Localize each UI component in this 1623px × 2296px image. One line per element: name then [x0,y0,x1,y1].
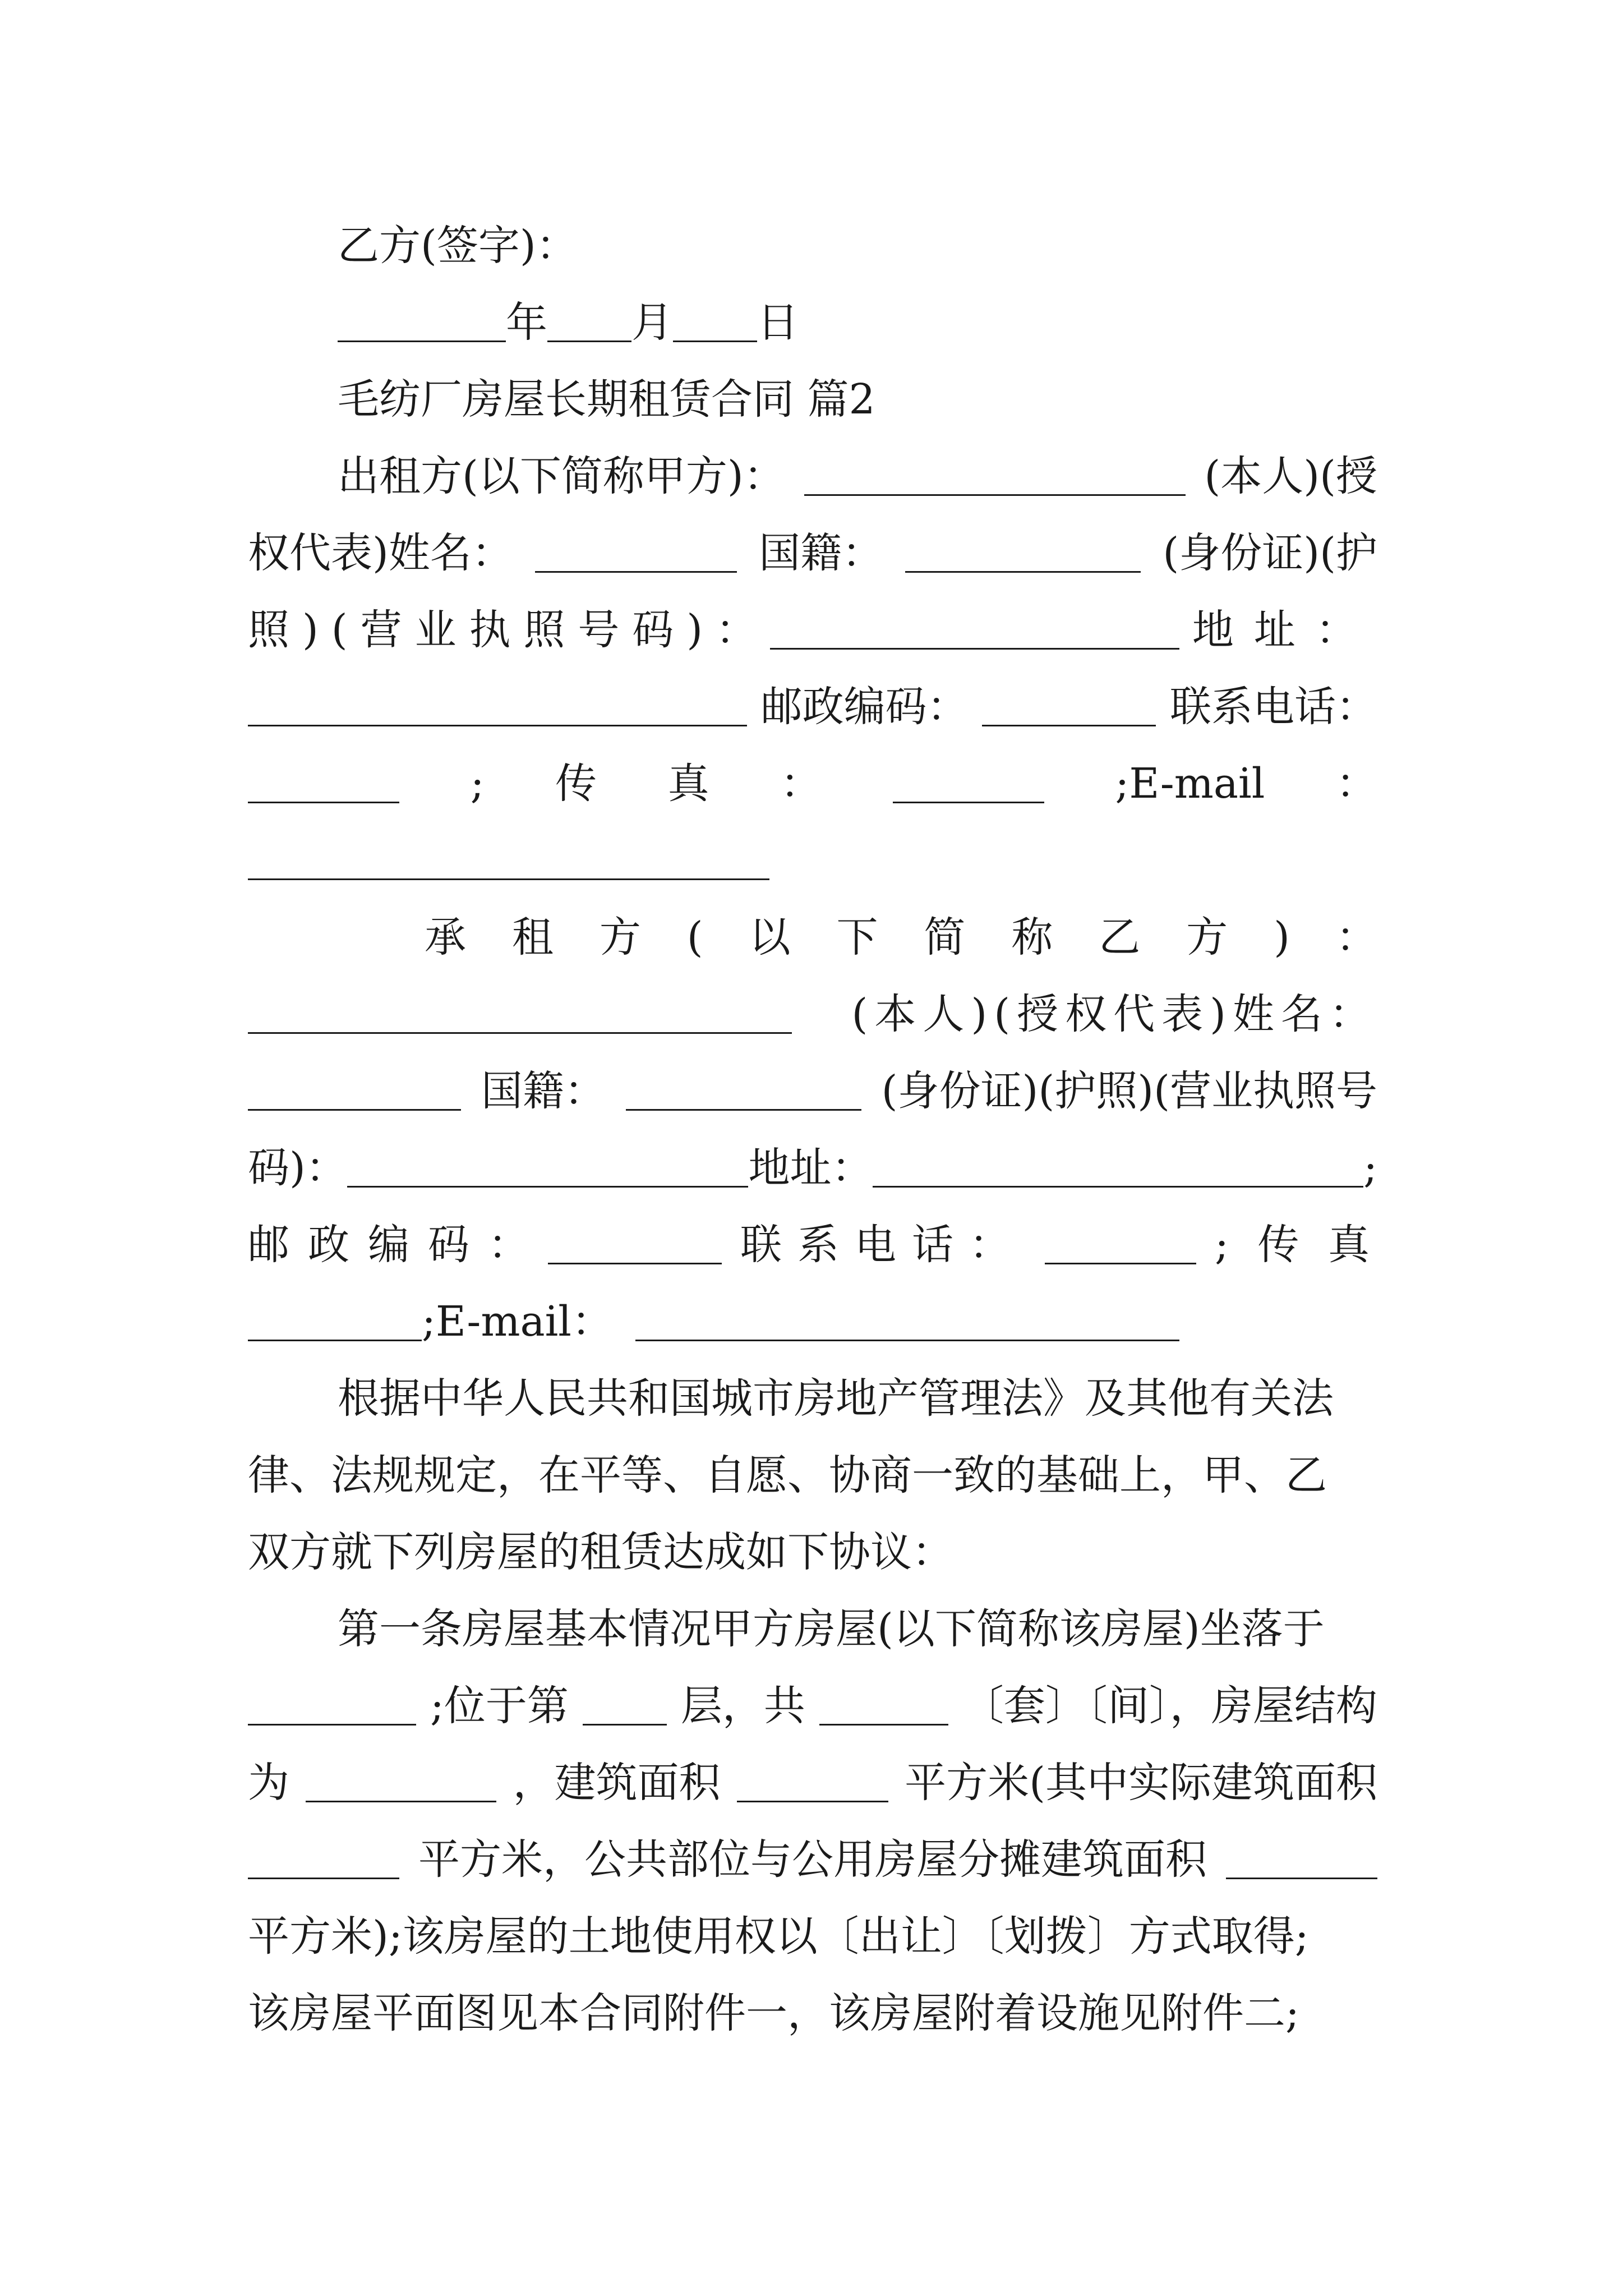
char: 租 [511,913,554,961]
lessor-postal-blank [982,725,1156,726]
lessee-phone-blank [1045,1263,1196,1264]
char: 真 [667,760,709,808]
para1-line-1 [248,1360,1377,1437]
char: 以 [749,913,791,961]
article-text: ，建筑面积 [513,1759,721,1807]
lessee-line-2 [248,976,1377,1053]
char: 政 [308,1221,349,1269]
char: 执 [469,606,511,654]
paragraph-text: 双方就下列房屋的租赁达成如下协议： [248,1528,953,1576]
lessor-postal-label: 邮政编码： [760,683,969,731]
lessee-rep-name-blank [248,1109,461,1111]
lessee-license-label: 码)： [248,1144,347,1192]
lessee-email-label: ;E-mail： [422,1297,613,1346]
para1-line-2 [248,1437,1377,1514]
lessor-line-2 [248,515,1377,592]
lessor-line-4 [248,669,1377,746]
lessee-nationality-label: 国籍： [481,1067,606,1115]
char: 乙 [1099,913,1141,961]
char: ) [302,606,319,654]
shared-area-blank [1226,1878,1377,1879]
month-label: 月 [631,298,673,347]
lessor-fax-blank [893,802,1044,803]
char: ： [780,760,822,808]
signature-line-b [248,208,1377,284]
section-title [248,361,1377,438]
article-text: 〔套〕〔间〕，房屋结构 [962,1682,1377,1730]
floor-blank [583,1724,667,1726]
signature-label-b: 乙方(签字)： [338,222,578,270]
char: ) [686,606,703,654]
char: 码 [632,606,674,654]
article-text: 第一条房屋基本情况甲方房屋(以下简称该房屋)坐落于 [338,1605,1325,1653]
lessor-email-label: ;E-mail [1115,760,1265,808]
lessee-fax-blank [248,1340,422,1341]
char: 方 [1186,913,1228,961]
article-text: 为 [248,1759,289,1807]
lessee-fax-label: ; 传 真 [1215,1221,1377,1269]
char: 传 [555,760,597,808]
lessor-line-3 [248,592,1377,669]
article-text: 平方米，公共部位与公用房屋分摊建筑面积 [418,1835,1207,1884]
article1-line-4 [248,1821,1377,1898]
article1-line-6 [248,1975,1377,2052]
lessor-address-blank [248,725,747,726]
lessor-email-blank [248,878,769,880]
article-text: 层，共 [680,1682,805,1730]
char: 称 [1011,913,1053,961]
lessee-postal-blank [548,1263,722,1264]
lessee-phone-label: 联系电话： [740,1221,1026,1269]
article-text: ;位于第 [430,1682,569,1730]
para1-line-3 [248,1514,1377,1591]
semicolon: ; [1363,1144,1377,1192]
article1-line-1 [248,1591,1377,1668]
lessee-address-label: 地址： [748,1144,873,1192]
section-title-text: 毛纺厂房屋长期租赁合同 篇2 [338,375,875,424]
colon: ： [1335,760,1377,808]
lessor-address-label: 地址： [1192,606,1377,654]
char: 邮 [248,1221,289,1269]
year-blank [338,341,506,342]
day-blank [673,341,757,342]
article-text: 该房屋平面图见本合同附件一，该房屋附着设施见附件二; [248,1989,1299,2037]
lessee-line-6 [248,1283,1377,1360]
char: ： [716,606,757,654]
lessee-line-1 [248,899,1377,976]
day-label: 日 [757,298,799,347]
lessor-name-blank [804,494,1186,496]
lessee-line-5 [248,1207,1377,1283]
char: 号 [578,606,620,654]
char: 编 [368,1221,409,1269]
article1-line-5 [248,1898,1377,1975]
char: 方 [599,913,641,961]
lessor-representative-label: 权代表)姓名： [248,529,513,577]
month-blank [547,341,631,342]
char: 营 [360,606,402,654]
lessee-id-label: (身份证)(护照)(营业执照号 [881,1067,1377,1115]
char: 承 [425,913,466,961]
lessee-address-blank [873,1186,1363,1188]
location-blank [248,1724,416,1726]
lessor-line-5 [248,746,1377,822]
paragraph-text: 律、法规规定，在平等、自愿、协商一致的基础上，甲、乙 [248,1451,1327,1499]
lessor-line-1-tail: (本人)(授 [1204,452,1377,500]
date-line [248,284,1377,361]
document-page [248,208,1377,2052]
lessor-license-blank [770,648,1179,650]
paragraph-text: 根据中华人民共和国城市房地产管理法》及其他有关法 [338,1374,1334,1423]
char: ( [686,913,703,961]
lessor-nationality-label: 国籍： [759,529,884,577]
lessee-line-3 [248,1053,1377,1130]
char: ) [1274,913,1290,961]
char: 简 [924,913,966,961]
article1-line-3 [248,1745,1377,1821]
actual-area-blank [248,1878,399,1879]
units-blank [819,1724,948,1726]
char: 下 [836,913,878,961]
lessee-email-blank [635,1340,1179,1341]
year-label: 年 [506,298,547,347]
lessee-name-blank [248,1032,792,1034]
char: 码 [428,1221,469,1269]
article1-line-2 [248,1668,1377,1745]
lessee-representative-label: (本人)(授权代表)姓名： [851,990,1377,1038]
lessor-phone-label: 联系电话： [1169,683,1377,731]
char: ( [331,606,348,654]
char: ： [488,1221,529,1269]
lessor-line-1 [248,438,1377,515]
lessor-rep-name-blank [535,571,737,573]
structure-blank [306,1801,496,1802]
lessor-label: 出租方(以下简称甲方)： [338,452,785,500]
char: 业 [414,606,457,654]
lessee-nationality-blank [626,1109,861,1111]
lessee-line-4 [248,1130,1377,1207]
lessee-license-blank [347,1186,749,1188]
lessor-phone-blank [248,802,399,803]
article-text: 平方米);该房屋的土地使用权以〔出让〕〔划拨〕方式取得; [248,1912,1309,1961]
char: 照 [248,606,289,654]
lessor-line-6 [248,822,1377,899]
char: ： [1335,913,1377,961]
char: 照 [523,606,565,654]
area-blank [737,1801,888,1802]
article-text: 平方米(其中实际建筑面积 [905,1759,1377,1807]
semicolon: ; [470,760,485,808]
lessor-nationality-blank [905,571,1141,573]
lessor-id-label: (身份证)(护 [1163,529,1377,577]
